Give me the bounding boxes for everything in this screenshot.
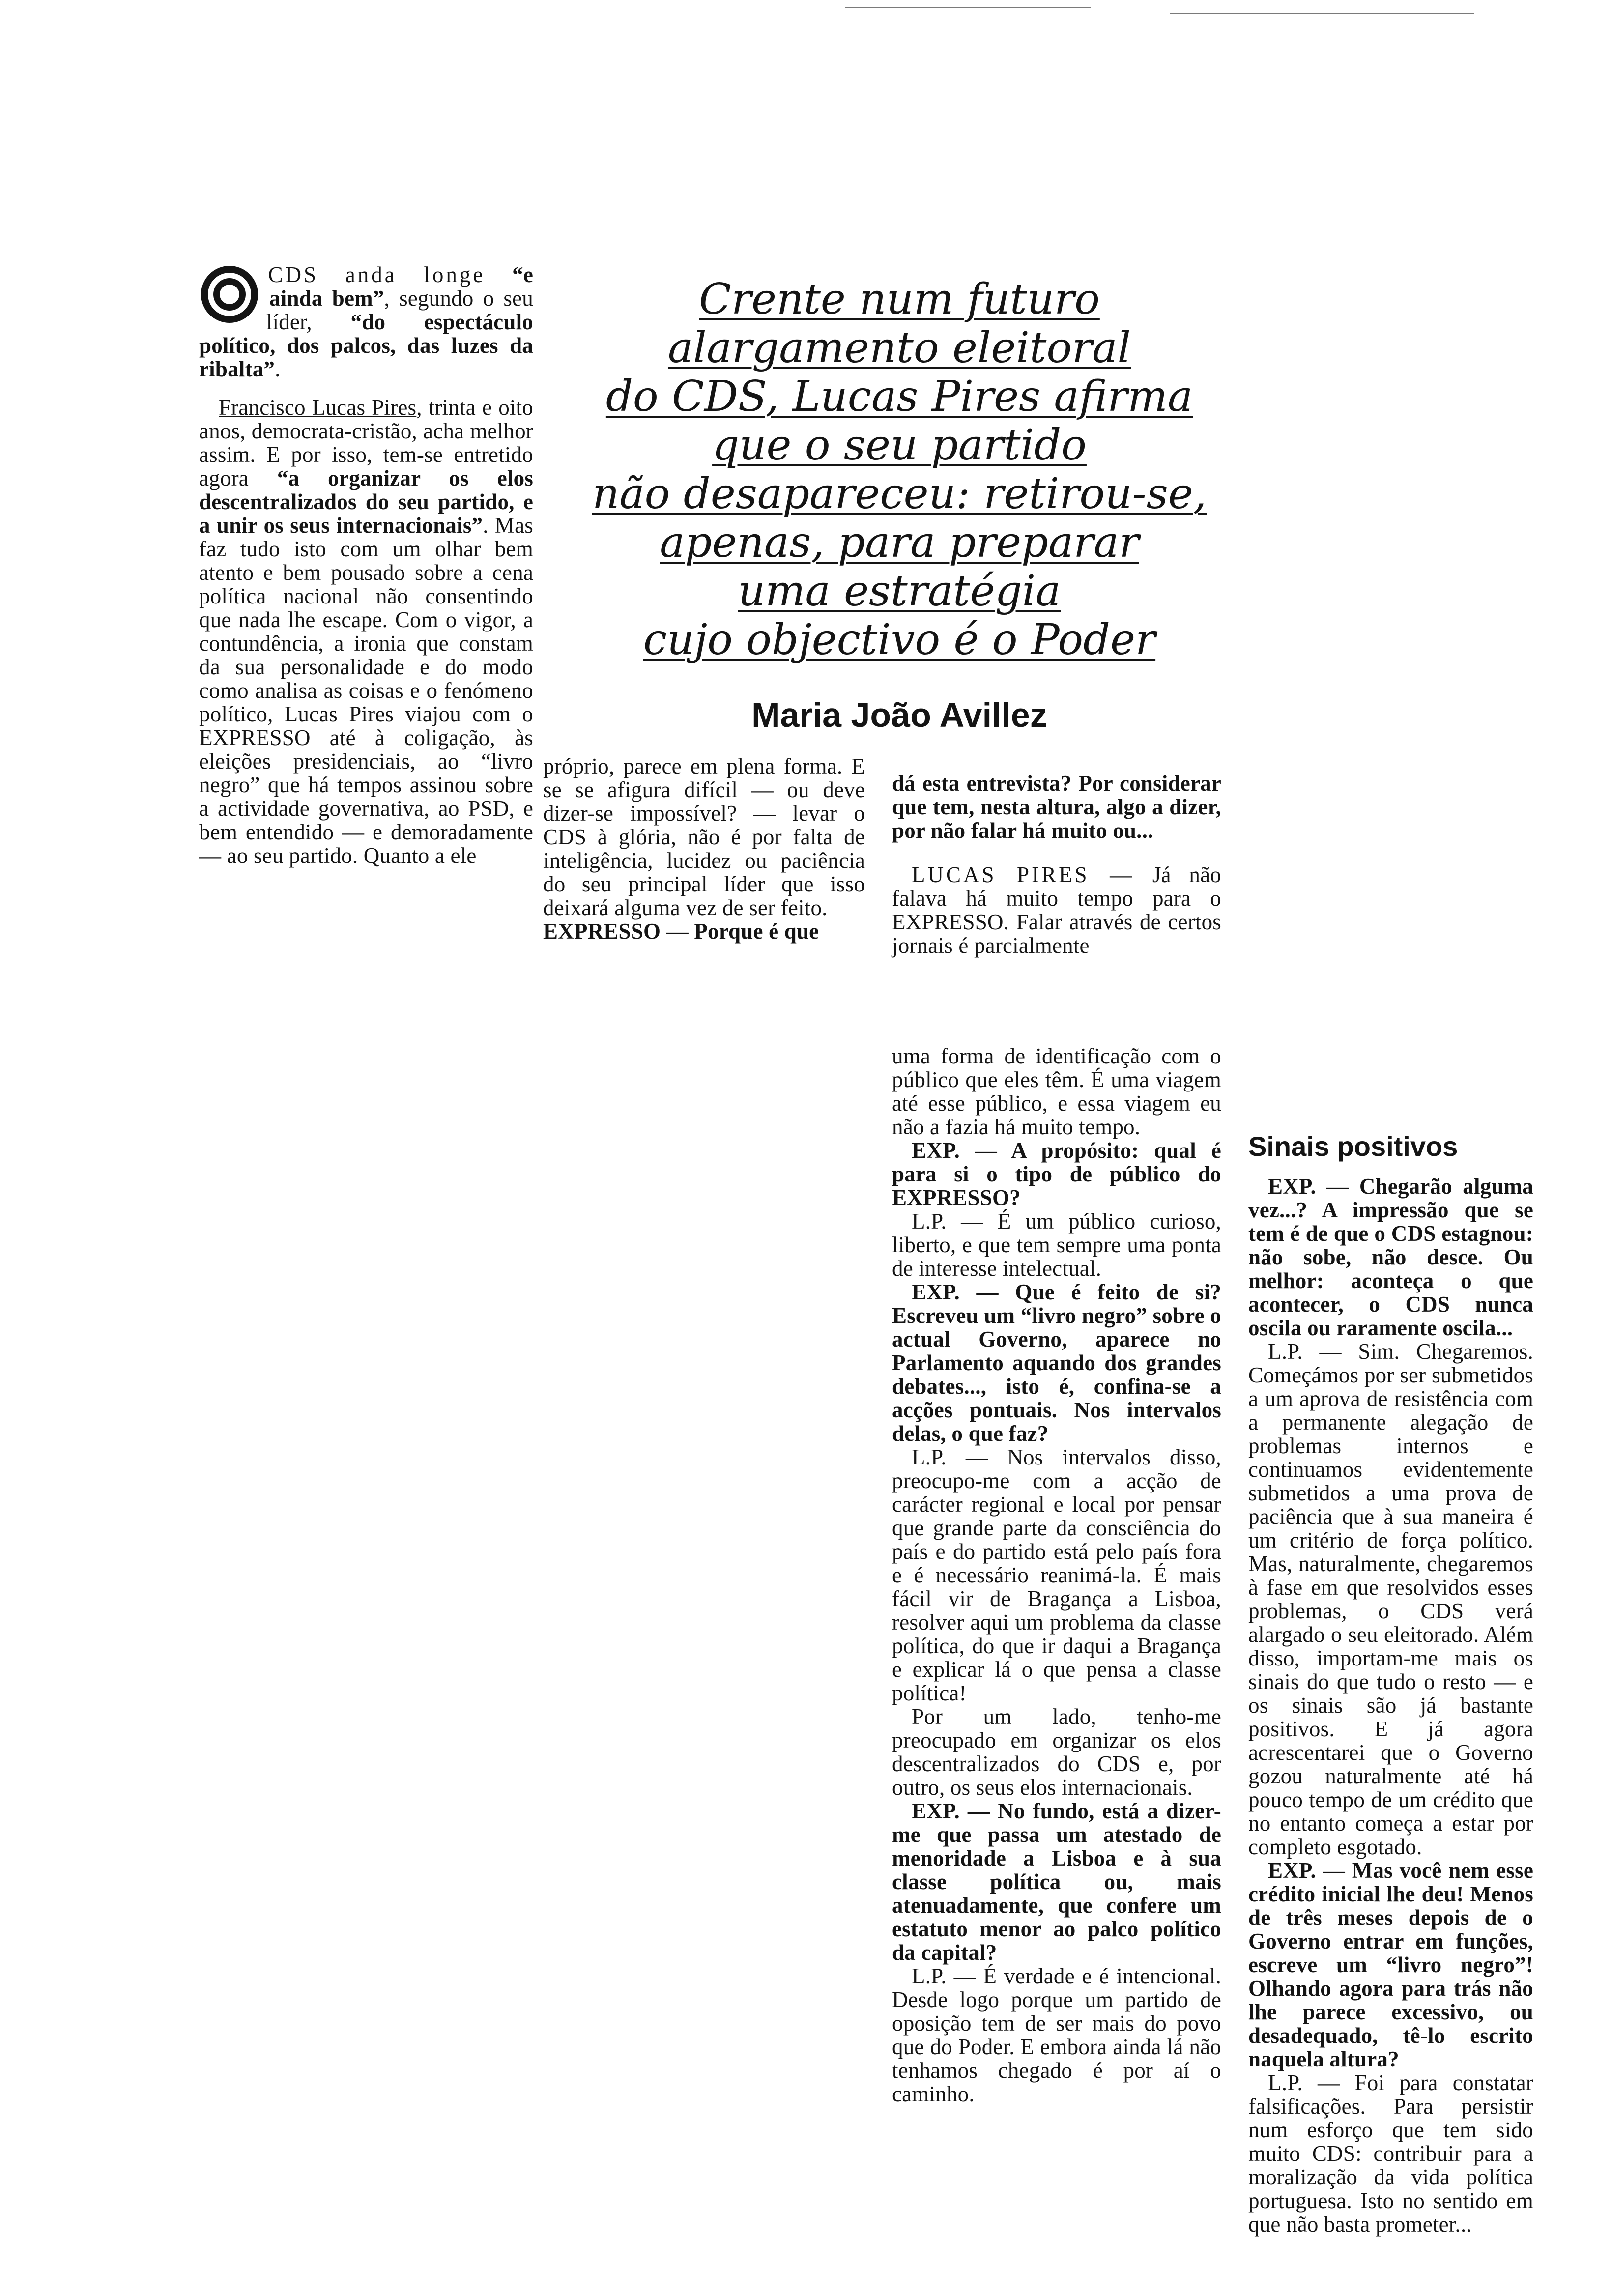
answer-text: É um público curioso, liberto, e que tem sempre uma ponta de interesse intelectual. bbox=[892, 1209, 1222, 1281]
lead-column bbox=[199, 263, 533, 867]
speaker-label: L.P. — bbox=[912, 1209, 983, 1234]
answer-paragraph bbox=[1248, 1340, 1533, 1859]
body-paragraph: próprio, parece em plena forma. E se se afigura difícil — ou deve dizer-se impossível? — levar o CDS à glória, não é por falta de inteligência, lucidez ou paciência do seu principal líder que isso deixará alguma vez de ser feito. bbox=[543, 754, 865, 920]
headline-line: cujo objectivo é o Poder bbox=[643, 615, 1156, 664]
headline-line: alargamento eleitoral bbox=[667, 323, 1131, 373]
lead-quote: “a organizar os elos descentralizados do seu partido, e a unir os seus internacionais” bbox=[199, 466, 533, 538]
question-text: EXPRESSO — Porque é que bbox=[543, 919, 819, 944]
question-text: dá esta entrevista? Por considerar que tem, nesta altura, algo a dizer, por não falar há muito ou... bbox=[892, 771, 1221, 843]
question-text: EXP. — No fundo, está a dizer-me que passa um atestado de menoridade a Lisboa e à sua classe política ou, mais atenuadamente, que confere um estatuto menor ao palco político da capital? bbox=[892, 1799, 1221, 1965]
headline-line: do CDS, Lucas Pires afirma bbox=[605, 372, 1193, 421]
headline-line: que o seu partido bbox=[712, 421, 1087, 470]
lead-quote: “do espectáculo político, dos palcos, das luzes da ribalta” bbox=[199, 310, 533, 381]
answer-text: Nos intervalos disso, preocupo-me com a acção de carácter regional e local por pensar que grande parte da consciência do país e do partido está pelo país fora e é necessário reanimá-la. É mais fácil vir de Bragança a Lisboa, resolver aqui um problema da classe política, do que ir daqui a Bragança e explicar lá o que pensa a classe política! bbox=[892, 1445, 1221, 1705]
question-paragraph bbox=[892, 772, 1221, 842]
lead-text: . bbox=[275, 357, 281, 381]
body-column-3 bbox=[892, 772, 1221, 957]
subject-name: Francisco Lucas Pires bbox=[219, 395, 417, 420]
answer-paragraph bbox=[892, 1209, 1221, 1280]
lead-quote: “e ainda bem” bbox=[269, 262, 533, 311]
body-column-4 bbox=[892, 1044, 1221, 2106]
top-rule-right bbox=[1170, 13, 1474, 14]
question-paragraph bbox=[892, 1280, 1221, 1445]
body-column-5 bbox=[1248, 1175, 1533, 2236]
answer-paragraph bbox=[1248, 2071, 1533, 2236]
lead-text: , trinta e oito anos, democrata-cristão, acha melhor assim. E por isso, tem-se entretido agora bbox=[199, 395, 533, 490]
answer-paragraph bbox=[892, 863, 1221, 957]
answer-paragraph bbox=[892, 1445, 1221, 1705]
question-paragraph bbox=[892, 1139, 1221, 1209]
question-paragraph bbox=[1248, 1175, 1533, 1340]
lead-text: CDS anda longe bbox=[268, 262, 513, 287]
section-subhead: Sinais positivos bbox=[1248, 1131, 1458, 1162]
answer-text: É verdade e é intencional. Desde logo porque um partido de oposição tem de ser mais do povo que do Poder. E embora ainda lá não tenhamos chegado é por aí o caminho. bbox=[892, 1964, 1222, 2106]
speaker-label: L.P. — bbox=[912, 1445, 988, 1469]
lead-paragraph bbox=[199, 263, 533, 381]
question-paragraph bbox=[1248, 1859, 1533, 2071]
question-text: EXP. — A propósito: qual é para si o tipo de público do EXPRESSO? bbox=[892, 1138, 1221, 1210]
headline-line: apenas, para preparar bbox=[660, 518, 1139, 567]
lead-text: , segundo o seu líder, bbox=[266, 286, 533, 334]
top-rule-left bbox=[845, 7, 1091, 8]
bullseye-icon bbox=[199, 264, 260, 325]
speaker-label: L.P. — bbox=[912, 1964, 976, 1988]
answer-text: Sim. Chegaremos. Começámos por ser submetidos a um aprova de resistência com a permanente alegação de problemas internos e continuamos evidentemente submetidos a uma prova de paciência que à sua maneira é um critério de força político. Mas, naturalmente, chegaremos à fase em que resolvidos esses problemas, o CDS verá alargado o seu eleitorado. Além disso, importam-me mais os sinais do que tudo o resto — e os sinais são já bastante positivos. E já agora acrescentarei que o Governo gozou naturalmente até há pouco tempo de um crédito que no entanto começa a estar por completo esgotado. bbox=[1248, 1339, 1533, 1859]
byline: Maria João Avillez bbox=[751, 696, 1047, 734]
body-column-2 bbox=[543, 754, 865, 943]
answer-paragraph: Por um lado, tenho-me preocupado em organizar os elos descentralizados do CDS e, por outro, os seus elos internacionais. bbox=[892, 1704, 1221, 1800]
headline bbox=[570, 275, 1229, 664]
headline-line: não desapareceu: retirou-se, bbox=[592, 469, 1207, 518]
lead-paragraph bbox=[199, 396, 533, 867]
headline-line: Crente num futuro bbox=[699, 275, 1100, 324]
question-text: EXP. — Que é feito de si? Escreveu um “livro negro” sobre o actual Governo, aparece no Parlamento aquando dos grandes debates..., isto é, confina-se a acções pontuais. Nos intervalos delas, o que faz? bbox=[892, 1280, 1221, 1446]
speaker-label: L.P. — bbox=[1268, 1339, 1342, 1364]
answer-text: Foi para constatar falsificações. Para persistir num esforço que tem sido muito CDS: contribuir para a moralização da vida política portuguesa. Isto no sentido em que não basta prometer... bbox=[1248, 2070, 1533, 2237]
answer-paragraph bbox=[892, 1964, 1221, 2106]
question-text: EXP. — Chegarão alguma vez...? A impressão que se tem é de que o CDS estagnou: não sobe, não desce. Ou melhor: aconteça o que acontecer, o CDS nunca oscila ou raramente oscila... bbox=[1248, 1174, 1533, 1340]
headline-line: uma estratégia bbox=[738, 567, 1061, 616]
lead-text: . Mas faz tudo isto com um olhar bem atento e bem pousado sobre a cena política nacional não consentindo que nada lhe escape. Com o vigor, a contundência, a ironia que constam da sua personalidade e do modo como analisa as coisas e o fenómeno político, Lucas Pires viajou com o EXPRESSO até à coligação, às eleições presidenciais, ao “livro negro” que há tempos assinou sobre a actividade governativa, ao PSD, e bem entendido — e demoradamente — ao seu partido. Quanto a ele bbox=[199, 513, 533, 868]
speaker-label: L.P. — bbox=[1268, 2070, 1340, 2095]
question-text: EXP. — Mas você nem esse crédito inicial lhe deu! Menos de três meses depois de o Governo entrar em funções, escreve um “livro negro”! Olhando agora para trás não lhe parece excessivo, ou desadequado, tê-lo escrito naquela altura? bbox=[1248, 1858, 1533, 2071]
question-paragraph bbox=[543, 919, 865, 943]
answer-paragraph: uma forma de identificação com o público que eles têm. É uma viagem até esse público, e essa viagem eu não a fazia há muito tempo. bbox=[892, 1044, 1221, 1139]
answer-text: Já não falava há muito tempo para o EXPRESSO. Falar através de certos jornais é parcialmente bbox=[892, 862, 1221, 958]
speaker-label: LUCAS PIRES — bbox=[912, 862, 1135, 887]
question-paragraph bbox=[892, 1799, 1221, 1964]
